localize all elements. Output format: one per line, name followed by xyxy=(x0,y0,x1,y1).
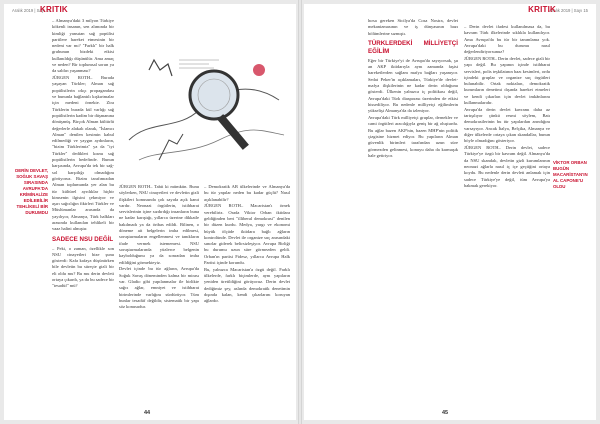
right-col1-intro: hırsa gereken Sicilya'da Cosa Nostra, devlet mekanizmasının ve iş dünyasının bazı bölümlerine sızmıştı. xyxy=(368,18,458,36)
right-subhead: TÜRKLERDEKİ MİLLİYETÇİ EĞİLİM xyxy=(368,39,458,55)
brand-logo-left: KRITIK xyxy=(40,5,68,14)
left-pull-quote: DERİN DEVLET, SOĞUK SAVAŞ SIRASINDA AVRUPA'DA KRİMİNALİZE EDİLEBİLİR TEHLİKELİ BİR DURUMDU xyxy=(15,168,48,215)
left-col2-p2: Devlet içinde bu tür ağların, Avrupa'da Soğuk Savaş döneminden kalma bir mirası var. Gladio gibi yapılanmalar ile birlikte sağcı ağlar, emniyet ve istihbarat birimlerinde varlığını sürdürüyor. Tüm bunlar tesadüf değildir, sistematik bir yapı söz konusudur. xyxy=(119,266,199,310)
left-page-number: 44 xyxy=(144,410,151,416)
spine-gutter xyxy=(298,0,302,424)
magnifying-glass-illustration xyxy=(119,40,291,182)
left-col3-p1: – Demokratik AB ülkelerinde ve Almanya'da bu tür yapılar neden bu kadar güçlü? Nasıl açıklanabilir? xyxy=(204,184,290,202)
right-page-number: 45 xyxy=(442,410,449,416)
left-column-2 xyxy=(119,184,199,311)
right-col1-p2: Avrupa'daki Türk milliyetçi gruplar, dernekler ve cami örgütleri aracılığıyla geniş bir ağ oluşturdu. Bu ağlar bazen AKP'nin, bazen MHP'nin politik çizgisine hizmet ediyor. Bu yapıların Alman güvenlik birimleri tarafından uzun süre görmezden gelinmesi, konuyu daha da karmaşık hale getiriyor. xyxy=(368,115,458,158)
left-subhead: SADECE NSU DEĞİL xyxy=(52,235,114,243)
right-col2-after: JÜRGEN ROTH– Derin devlet, sadece Türkiye'ye özgü bir kavram değil. Almanya'da da NSU skandalı, devletin gizli kurumlarının neonazi ağlarla nasıl iç içe geçtiğini ortaya koydu. Bu nedenle derin devleti anlamak için sadece Türkiye'ye değil, tüm Avrupa'ya bakmak gerekiyor. xyxy=(464,145,550,188)
right-col2-p1: JÜRGEN ROTH– Derin devlet, sadece gizli bir yapı değil. Bu yapının içinde istihbarat servisleri, polis teşkilatının bazı kesimleri, ordu içindeki gruplar ve organize suç örgütleri bulunabilir. Ortak noktaları, demokratik kurumların denetimi dışında hareket etmeleri ve kendi çıkarları için devlet imkânlarını kullanmalarıdır. xyxy=(464,55,550,106)
right-page xyxy=(304,4,596,420)
right-pull-quote: VİKTOR ORBAN BUGÜN MACARİSTAN'IN AL CAPONE'U OLDU xyxy=(553,160,588,189)
left-column-1 xyxy=(52,18,114,290)
left-col3-p2: JÜRGEN ROTH– Macaristan'ı örnek verebiliriz. Orada Viktor Orban iktidara geldiğinden beri "illiberal demokrasi" denilen bir düzen kurdu. Medya, yargı ve ekonomi büyük ölçüde iktidara bağlı ağların kontrolünde. Devlet ile organize suç arasındaki sınırlar giderek belirsizleşiyor. Avrupa Birliği bu durumu uzun süre görmezden geldi. Orban'ın partisi Fidesz, yıllarca Avrupa Halk Partisi içinde korundu. xyxy=(204,203,290,266)
right-col1-p1: Eğer bir Türkiye'yi de Avrupa'da sayıyorsak, şu an AKP iktidarıyla aynı zamanda faşist hareketlerden sağlam mafya bağları yaşanıyor. Sedat Peker'in açıklamaları, Türkiye'de devlet-mafya ilişkilerinin ne kadar derin olduğunu gösterdi. Ülkenin yalnızca iç politikası değil, Avrupa'daki Türk diasporası üzerinden de etkisi hissediliyor. Bu nedenle milliyetçi eğilimlerin yükselişi Almanya'da da izleniyor. xyxy=(368,57,458,114)
right-col2-p2: Avrupa'da derin devlet kavramı daha az tartışılıyor çünkü resmi söylem, Batı demokrasilerinin bu tür yapılardan arındığını varsayıyor. Ancak İtalya, Belçika, Almanya ve diğer ülkelerde ortaya çıkan skandallar, bunun böyle olmadığını gösteriyor. xyxy=(464,106,550,144)
left-col1-after: – Peki, o zaman, özellikle son NSU cinayetleri bize şunu gösterdi: Kafa kafaya düşünürken bile devletin bu süreçte gizli bir eli oldu mu? Bu mu derin devleti ortaya çıkardı, ya da bu sadece bir "tesadüf" mü? xyxy=(52,245,114,289)
left-col2-p1: JÜRGEN ROTH– Tabii ki mümkün. Bunu söylerken, NSU cinayetleri ve devletin gizli ilişkileri konusunda çok sayıda açık kanıt vardır. Neonazi örgütlerin, istihbarat servislerinin içine sızdırdığı insanların buna ne kadar karıştığı, yıllarca üzerine dikkatle bakılmadı ya da örtbas edildi. Bilinen, o döneme ait belgelerin imha edilmesi, soruşturmaların engellenmesi ve tanıkların ifade vermek istememesi. NSU soruşturmalarında yüzlerce belgenin kaybolduğunu ya da sonradan imha edildiğini görmekteyiz. xyxy=(119,184,199,265)
left-col1-p2: JÜRGEN ROTH– Burada yaşayan Türkler; Alman sağ popülistlerin ırkçı propagandası ve bununla bağlantılı kışkırtmalar için medeni örnekte. Zira Türklerin burada kül varlığı sağ popülistlerin kadim bir düşmanına dönüşmüş. Birçok Alman kültürlü değerlerle alakalı olarak, "İslamcı Alman" denilen kesimin kabul edilmediği ve yaygın aydınların, "bizim Türklerimiz" ya da "iyi Türkler" dedikleri kısmı sağ popülistlerin hedefinde. Bunun karşısında, Avrupa'da tek bir sağ-sol karşıtlığı olmadığını görüyoruz. Bizim tarafımızdan Alman toplumunda yer alan bu tür kültürel ayrılıklar hiçbir kimsenin ilgisini çekmiyor ve aşırı sağcılığın fikirleri Türkler ve Müslümanlar arasında da yayılıyor, Almanya, Türk halkları arasında kullanılan tehlikeli bir vaaz halini almıştır. xyxy=(52,75,114,232)
right-running-head: Aralık 2019 | Sayı 15 xyxy=(549,8,588,13)
left-page xyxy=(4,4,296,420)
left-running-head: Aralık 2019 | Sayı 15 xyxy=(12,8,51,13)
left-col3-p3: Bu, yalnızca Macaristan'a özgü değil. Farklı ülkelerde, farklı biçimlerde, aynı yapıların yeniden üretildiğini görüyoruz. Derin devlet dediğimiz şey, aslında demokratik denetimin dışında kalan, kendi çıkarlarını koruyan ağlardır. xyxy=(204,266,290,304)
left-column-3 xyxy=(204,184,290,305)
left-col1-p1: – Almanya'daki 3 milyon Türkiye kökenli insanın, sen alımında bir kimliği yansıtan sağ popülist partilere hareket etmesinin bir nedeni var mı? "Farklı" bir halk grubunun bizdeki etkisi kullanıldığı düşünülür. Ama amaç ve neden? Bir toplumsal sorun ya da saldırı yaşanması? xyxy=(52,18,114,74)
right-quote-paragraph: – Derin devlet ifadesi kullanılmasa da, bu kavram Türk ilkelerinde sıklıkla kullanılıyor. Ama Avrupa'da bu tür bir tanımlama yok. Avrupa'daki bu durumu nasıl değerlendiriyorsunuz? xyxy=(464,24,550,55)
right-column-2 xyxy=(464,24,550,190)
right-column-1 xyxy=(368,18,458,160)
brand-logo-right: KRITIK xyxy=(528,5,556,14)
